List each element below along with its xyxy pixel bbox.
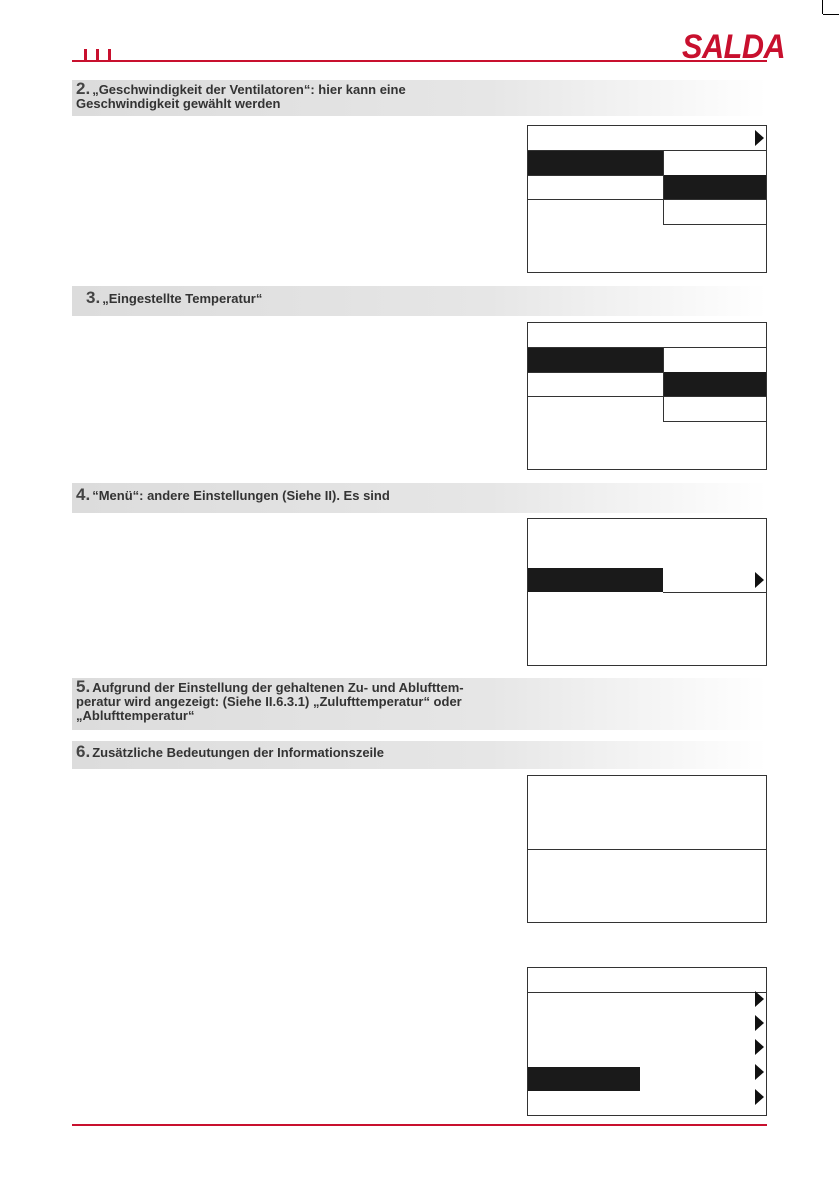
crop-mark — [822, 0, 823, 14]
section-number: 2. — [76, 79, 91, 98]
right-triangle-icon — [755, 1039, 764, 1055]
right-triangle-icon — [755, 1015, 764, 1031]
lcd-highlight-block — [664, 175, 766, 199]
lcd-screen-menu — [527, 518, 767, 666]
section-3-heading — [72, 286, 767, 316]
right-triangle-icon — [755, 1064, 764, 1080]
section-text: „Geschwindigkeit der Ventilatoren“: hier kann eine — [92, 82, 406, 97]
lcd-screen-fan-speed — [527, 125, 767, 273]
section-text: “Menü“: andere Einstellungen (Siehe II). Es sind — [92, 488, 390, 503]
right-triangle-icon — [755, 130, 764, 146]
lcd-highlight-block — [664, 372, 766, 396]
lcd-screen-menu-list — [527, 967, 767, 1116]
lcd-divider — [663, 224, 766, 225]
section-4-heading — [72, 483, 767, 513]
section-number: 3. — [86, 288, 101, 307]
lcd-highlight-block — [528, 151, 663, 175]
right-triangle-icon — [755, 991, 764, 1007]
section-number: 6. — [76, 742, 91, 761]
section-number: 5. — [76, 677, 91, 696]
section-text: Zusätzliche Bedeutungen der Informationszeile — [92, 745, 385, 760]
section-text: peratur wird angezeigt: (Siehe II.6.3.1) „Zulufttemperatur“ oder — [76, 694, 462, 709]
lcd-highlight-block — [528, 348, 663, 372]
right-triangle-icon — [755, 1089, 764, 1105]
lcd-divider — [663, 421, 766, 422]
lcd-divider — [663, 592, 766, 593]
section-text: „Ablufttemperatur“ — [76, 708, 195, 723]
footer-rule — [72, 1124, 767, 1126]
lcd-highlight-block — [528, 1067, 640, 1091]
section-number: 4. — [76, 485, 91, 504]
right-triangle-icon — [755, 572, 764, 588]
header-rule — [72, 60, 767, 62]
section-2-heading — [72, 80, 767, 116]
lcd-divider — [528, 199, 766, 200]
lcd-divider — [528, 849, 766, 850]
lcd-divider — [528, 396, 766, 397]
section-text: Aufgrund der Einstellung der gehaltenen Zu- und Ablufttem- — [92, 680, 464, 695]
lcd-highlight-block — [528, 568, 663, 592]
salda-logo: SALDA — [682, 28, 786, 66]
lcd-divider — [528, 992, 766, 993]
section-6-heading — [72, 741, 767, 769]
section-5-heading — [72, 678, 767, 730]
section-text: „Eingestellte Temperatur“ — [102, 291, 263, 306]
section-text: Geschwindigkeit gewählt werden — [76, 96, 281, 111]
lcd-screen-set-temperature — [527, 322, 767, 470]
crop-mark — [823, 14, 839, 15]
lcd-screen-info-line — [527, 775, 767, 923]
